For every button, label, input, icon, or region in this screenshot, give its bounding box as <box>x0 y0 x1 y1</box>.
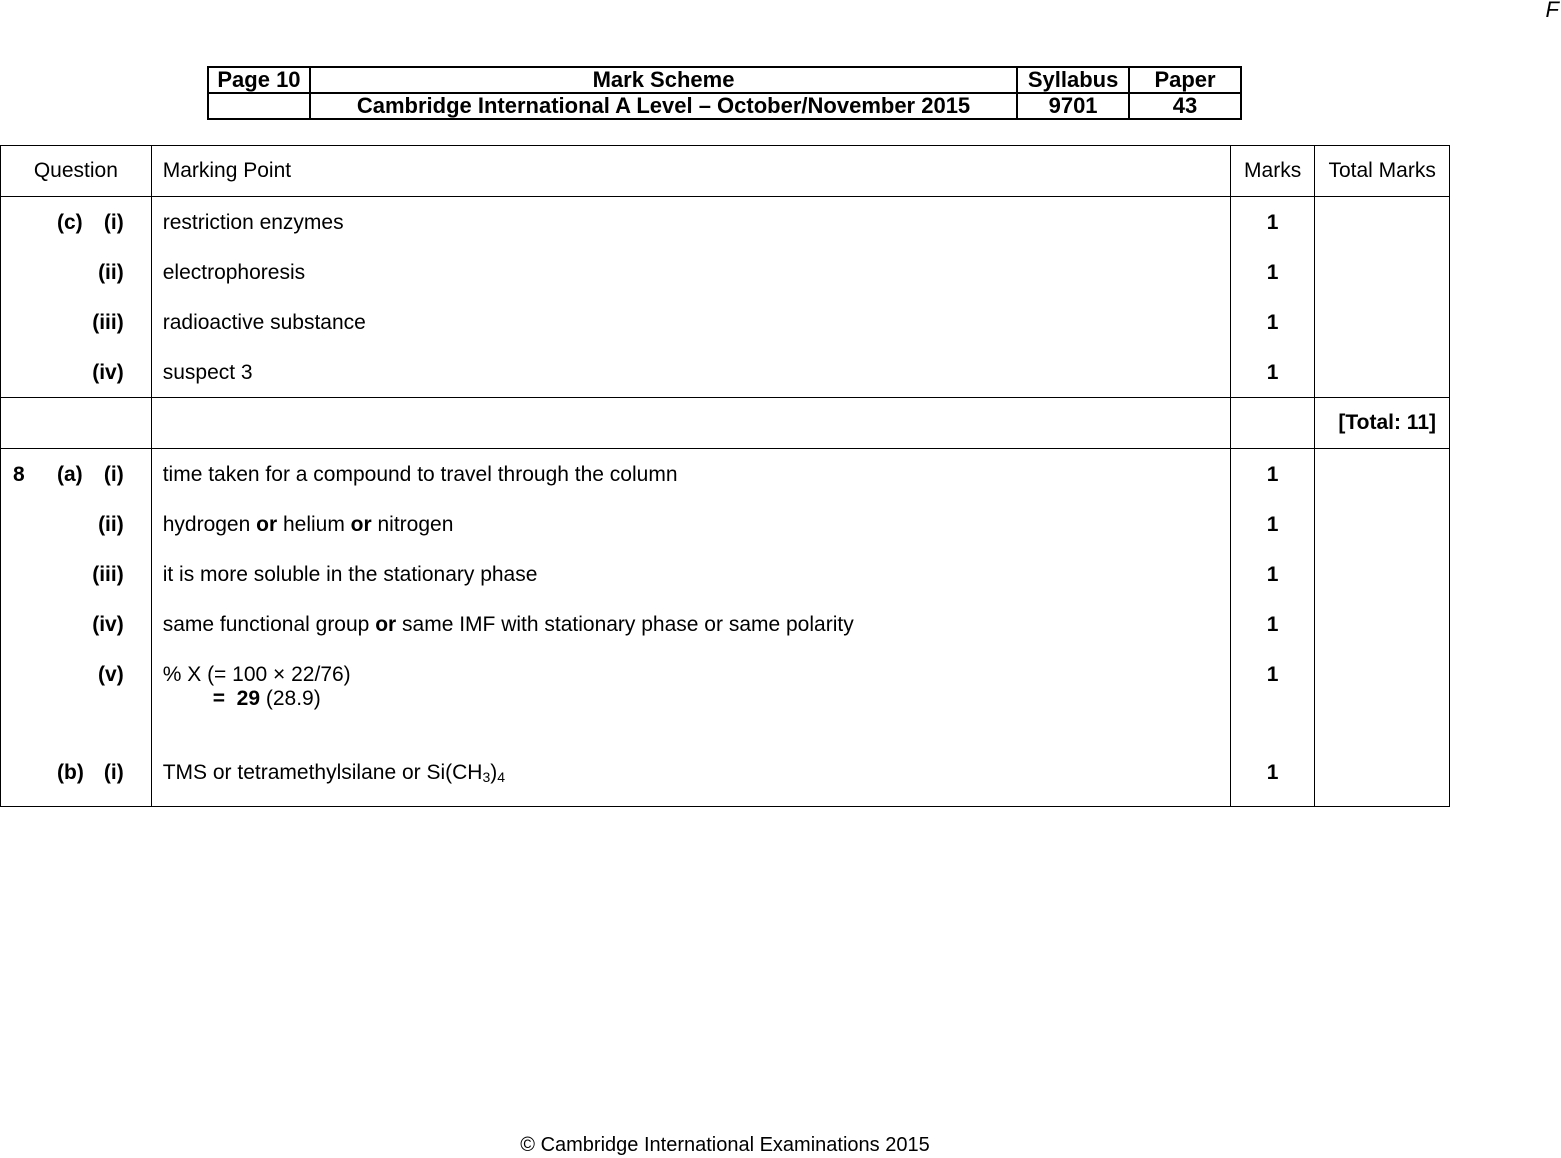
marks: 1 <box>1230 599 1314 649</box>
marks: 1 <box>1230 743 1314 807</box>
total-marks-cell <box>1315 743 1450 807</box>
table-row <box>1 197 1450 248</box>
total-marks-cell <box>1315 247 1450 297</box>
question-cell <box>1 649 152 743</box>
marking-point: electrophoresis <box>151 247 1230 297</box>
header-table <box>207 66 1242 120</box>
marking-point: suspect 3 <box>151 347 1230 398</box>
marking-point <box>151 599 1230 649</box>
question-part: (a) <box>57 463 83 486</box>
total-marks-cell <box>1315 549 1450 599</box>
marking-point <box>151 398 1230 449</box>
text-fragment: ) <box>490 761 498 784</box>
question-cell <box>1 247 152 297</box>
total-marks-cell <box>1315 649 1450 743</box>
calculation-result <box>163 687 1230 711</box>
marks: 1 <box>1230 347 1314 398</box>
marking-point: it is more soluble in the stationary phase <box>151 549 1230 599</box>
question-subpart: (iii) <box>92 563 124 586</box>
column-header-marks: Marks <box>1230 146 1314 197</box>
or-keyword: or <box>350 513 372 536</box>
marking-point <box>151 743 1230 807</box>
table-row <box>1 599 1450 649</box>
header-syllabus-label: Syllabus <box>1017 67 1129 93</box>
column-header-marking-point: Marking Point <box>151 146 1230 197</box>
subscript: 3 <box>482 769 491 785</box>
header-title: Mark Scheme <box>310 67 1017 93</box>
mark-scheme-table <box>0 145 1450 807</box>
table-row <box>1 549 1450 599</box>
subscript: 4 <box>497 769 506 785</box>
question-cell <box>1 499 152 549</box>
question-subpart: (v) <box>98 663 124 686</box>
marks: 1 <box>1230 197 1314 248</box>
marks: 1 <box>1230 247 1314 297</box>
marks: 1 <box>1230 499 1314 549</box>
question-subpart: (ii) <box>98 261 124 284</box>
marking-point: time taken for a compound to travel through the column <box>151 449 1230 500</box>
table-row <box>1 499 1450 549</box>
header-subtitle: Cambridge International A Level – October/November 2015 <box>310 93 1017 119</box>
or-keyword: or <box>375 613 397 636</box>
question-part: (c) <box>57 211 83 234</box>
marks: 1 <box>1230 649 1314 743</box>
page-corner-mark: F <box>1545 0 1559 22</box>
total-marks-cell <box>1315 197 1450 248</box>
question-cell <box>1 347 152 398</box>
header-page: Page 10 <box>208 67 310 93</box>
total-marks-cell <box>1315 347 1450 398</box>
question-subpart: (iii) <box>92 311 124 334</box>
marks: 1 <box>1230 297 1314 347</box>
question-cell <box>1 599 152 649</box>
question-cell <box>1 743 152 807</box>
text-fragment: helium <box>277 513 351 536</box>
text-fragment: nitrogen <box>371 513 454 536</box>
table-row <box>1 743 1450 807</box>
header-empty-cell <box>208 93 310 119</box>
total-marks-cell <box>1315 599 1450 649</box>
marking-point: restriction enzymes <box>151 197 1230 248</box>
column-header-total-marks: Total Marks <box>1315 146 1450 197</box>
text-fragment: same IMF with stationary phase or same polarity <box>396 613 854 636</box>
equals-sign: = <box>212 687 225 710</box>
question-part: (b) <box>57 761 84 784</box>
column-header-question: Question <box>1 146 152 197</box>
marking-point: radioactive substance <box>151 297 1230 347</box>
header-syllabus: 9701 <box>1017 93 1129 119</box>
table-row <box>1 649 1450 743</box>
header-paper: 43 <box>1129 93 1241 119</box>
text-fragment: hydrogen <box>162 513 257 536</box>
total-marks-cell <box>1315 297 1450 347</box>
table-row <box>1 247 1450 297</box>
table-row <box>1 297 1450 347</box>
question-subpart: (ii) <box>98 513 124 536</box>
question-subpart: (i) <box>103 211 124 234</box>
answer-precise: (28.9) <box>260 687 321 710</box>
question-cell <box>1 297 152 347</box>
calculation-line: % X (= 100 × 22/76) <box>162 663 351 686</box>
marks: 1 <box>1230 549 1314 599</box>
question-number: 8 <box>13 463 25 486</box>
marking-point <box>151 499 1230 549</box>
table-row <box>1 347 1450 398</box>
question-cell <box>1 398 152 449</box>
or-keyword: or <box>256 513 278 536</box>
question-subpart: (i) <box>103 463 124 486</box>
copyright-footer: © Cambridge International Examinations 2015 <box>520 1134 930 1156</box>
header-paper-label: Paper <box>1129 67 1241 93</box>
question-cell <box>1 449 152 500</box>
answer-value: 29 <box>236 687 261 710</box>
total-marks-cell <box>1315 499 1450 549</box>
total-row <box>1 398 1450 449</box>
marks: 1 <box>1230 449 1314 500</box>
question-subpart: (iv) <box>92 613 124 636</box>
table-row <box>1 449 1450 500</box>
question-subpart: (i) <box>103 761 124 784</box>
total-marks-cell <box>1315 449 1450 500</box>
question-subpart: (iv) <box>92 361 124 384</box>
total-marks: [Total: 11] <box>1315 398 1450 449</box>
table-header-row <box>1 146 1450 197</box>
marks <box>1230 398 1314 449</box>
marking-point <box>151 649 1230 743</box>
text-fragment: same functional group <box>162 613 376 636</box>
question-cell <box>1 549 152 599</box>
question-cell <box>1 197 152 248</box>
text-fragment: TMS or tetramethylsilane or Si(CH <box>162 761 483 784</box>
